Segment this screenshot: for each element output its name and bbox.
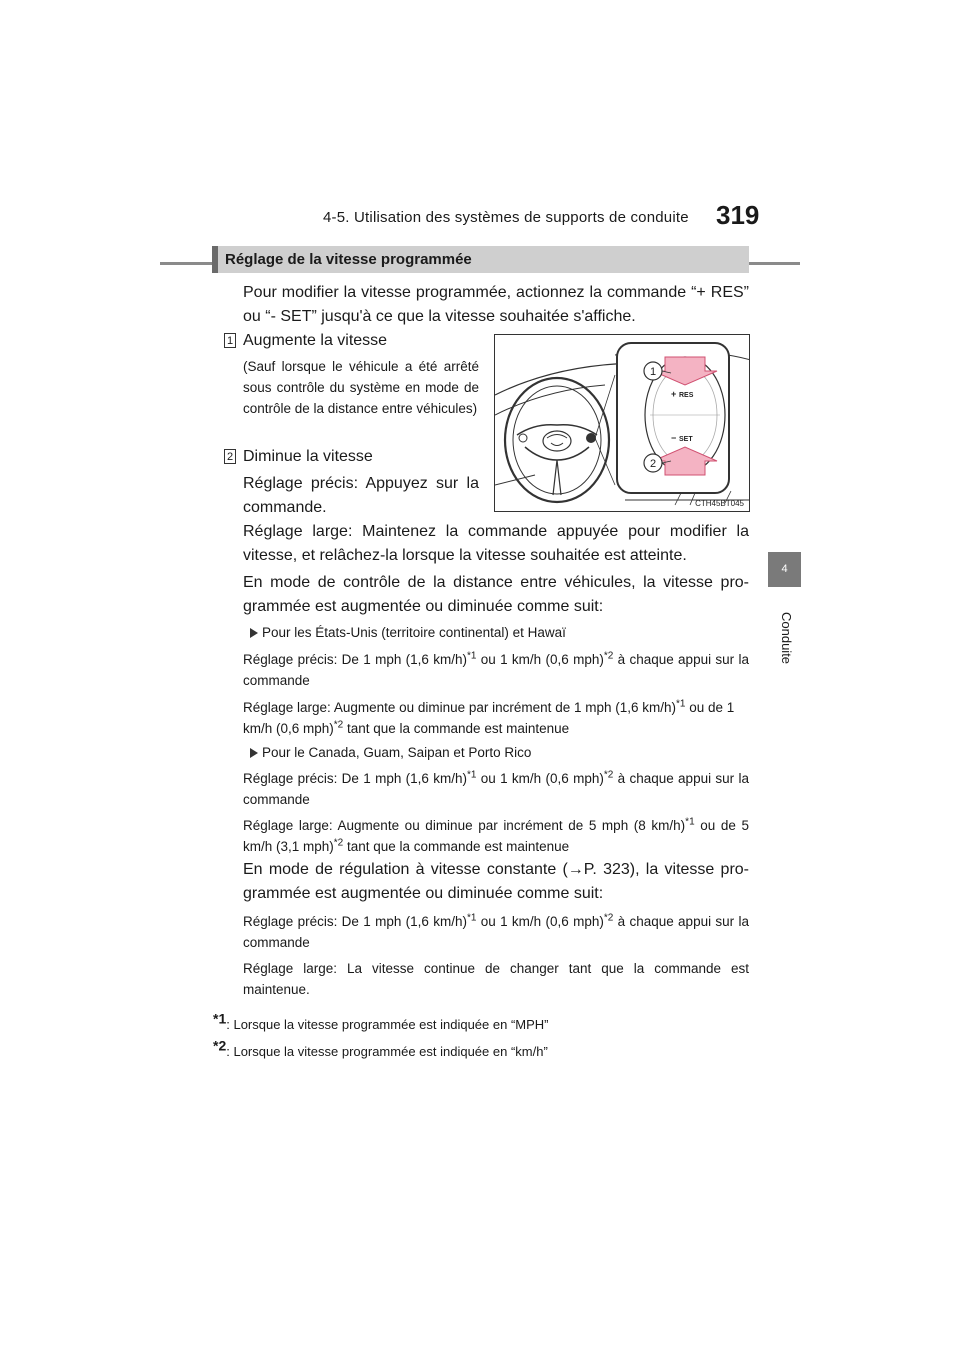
footnote-2-text: : Lorsque la vitesse programmée est indiquée en “km/h” [226,1044,548,1059]
constant-mode-text [243,858,749,906]
usa-fine-adjust [243,649,749,691]
constant-mode-text-a: En mode de régulation à vitesse constante ( [243,861,568,878]
footnote-1-text: : Lorsque la vitesse programmée est indiquée en “MPH” [226,1017,549,1032]
footnote-mark-2: *2 [213,1037,227,1054]
usa-large-adjust [243,697,753,739]
plus-sign: + [671,389,677,399]
footnote-ref-2: *2 [603,650,614,662]
canada-fine-adjust [243,768,749,810]
steering-wheel-illustration [495,335,750,512]
footnote-ref-1: *1 [676,698,686,710]
canada-large-text-a: Réglage large: Augmente ou diminue par incrément de 5 mph (8 km/h) [243,818,686,833]
footnote-mark-1: *1 [213,1010,227,1027]
item-1-title: Augmente la vitesse [243,332,388,349]
usa-large-text-c: tant que la commande est maintenue [343,721,570,736]
set-label: SET [679,436,693,443]
canada-large-adjust [243,815,749,857]
canada-fine-text-b: ou 1 km/h (0,6 mph) [476,771,604,786]
section-heading: Réglage de la vitesse programmée [225,251,472,268]
footnote-ref-1: *1 [467,769,477,781]
constant-fine-text-a: Réglage précis: De 1 mph (1,6 km/h) [243,914,467,929]
steering-switch-figure [494,334,750,512]
footnote-ref-1: *1 [467,912,477,924]
fine-adjust-text: Réglage précis: Appuyez sur la commande. [243,475,479,516]
chapter-tab-number: 4 [768,552,801,586]
footnote-ref-2: *2 [333,837,344,849]
chapter-tab-label: Conduite [779,612,794,665]
footnote-1 [213,1010,549,1035]
canada-fine-text-a: Réglage précis: De 1 mph (1,6 km/h) [243,771,467,786]
footnote-ref-2: *2 [333,719,344,731]
footnote-ref-2: *2 [603,769,614,781]
usa-fine-text-b: ou 1 km/h (0,6 mph) [476,652,604,667]
footnote-ref-2: *2 [603,912,614,924]
item-number-2: 2 [224,449,236,464]
intro-paragraph: Pour modifier la vitesse programmée, actionnez la commande “+ RES” ou “- SET” jusqu'à ce que la vitesse souhaitée s'affiche. [243,284,749,325]
usa-fine-text-c: à chaque appui sur la commande [243,652,749,688]
canada-large-text-c: tant que la commande est maintenue [343,839,570,854]
constant-fine-adjust [243,911,749,953]
constant-mode-text-b: P. 323), la vitesse pro-grammée est augmentée ou diminuée comme suit: [243,861,750,902]
callout-1: 1 [649,366,657,378]
constant-fine-text-c: à chaque appui sur la commande [243,914,749,950]
chapter-tab-rule [768,586,801,587]
usa-fine-text-a: Réglage précis: De 1 mph (1,6 km/h) [243,652,467,667]
figure-code: CTH45BT045 [695,499,744,508]
res-label: RES [679,392,694,399]
usa-subheading: Pour les États-Unis (territoire continental) et Hawaï [262,625,566,640]
canada-fine-text-c: à chaque appui sur la commande [243,771,749,807]
usa-large-text-a: Réglage large: Augmente ou diminue par incrément de 1 mph (1,6 km/h) [243,700,676,715]
item-2-title: Diminue la vitesse [243,448,373,465]
usa-large-text-b: ou de 1 km/h (0,6 mph) [243,700,735,736]
section-title: 4-5. Utilisation des systèmes de supports de conduite [323,209,689,226]
footnote-ref-1: *1 [467,650,477,662]
item-1-note: (Sauf lorsque le véhicule a été arrêté sous contrôle du système en mode de contrôle de la distance entre véhicules) [243,359,479,416]
triangle-bullet-icon [250,628,258,638]
footnote-ref-1: *1 [685,816,695,828]
callout-2: 2 [649,458,657,470]
distance-mode-text: En mode de contrôle de la distance entre véhicules, la vitesse pro-grammée est augmentée ou diminuée comme suit: [243,574,749,615]
triangle-bullet-icon [250,748,258,758]
item-number-1: 1 [224,333,236,348]
large-adjust-text: Réglage large: Maintenez la commande appuyée pour modifier la vitesse, et relâchez-la lorsque la vitesse souhaitée est atteinte. [243,523,749,564]
page-number: 319 [716,200,760,230]
minus-sign: − [671,433,677,443]
canada-subheading: Pour le Canada, Guam, Saipan et Porto Rico [262,745,532,760]
footnote-2 [213,1037,548,1062]
canada-large-text-b: ou de 5 km/h (3,1 mph) [243,818,749,854]
arrow-right-icon: → [567,861,584,878]
constant-fine-text-b: ou 1 km/h (0,6 mph) [476,914,604,929]
constant-large-adjust: Réglage large: La vitesse continue de changer tant que la commande est maintenue. [243,961,749,997]
